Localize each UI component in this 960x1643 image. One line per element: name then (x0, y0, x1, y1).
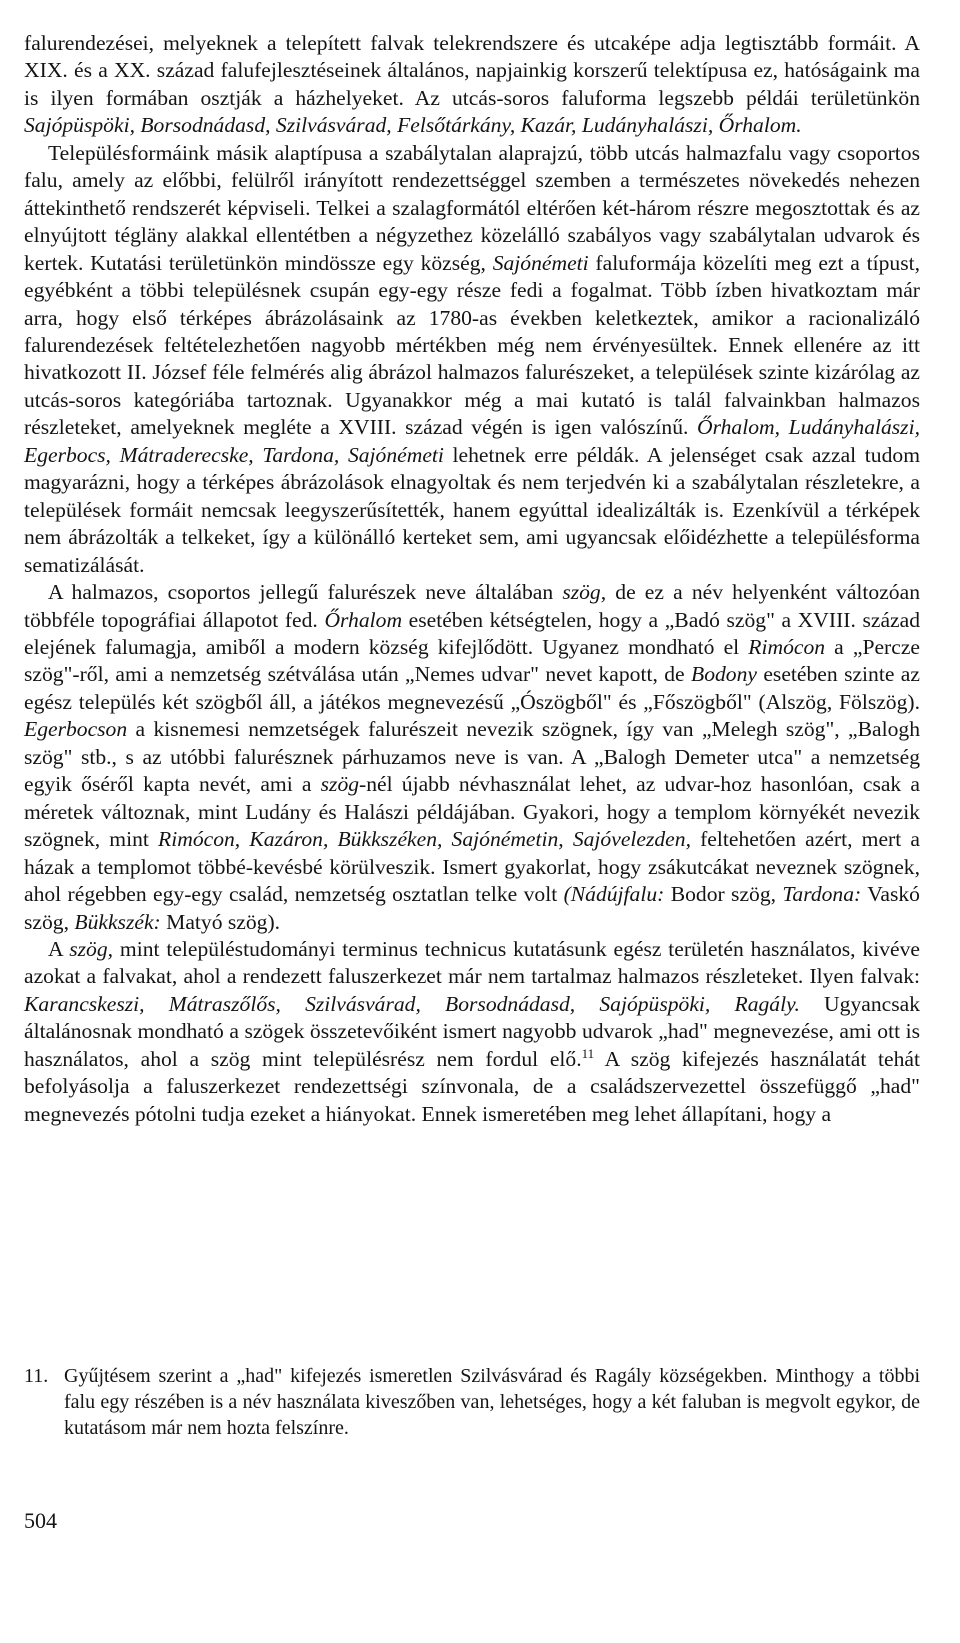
footnotes (24, 1363, 920, 1441)
italic-text: (Nádújfalu: (563, 882, 665, 907)
text-run: de ez a név helyenként változóan többféle topográfiai állapotot fed. (24, 580, 920, 632)
paragraph-1 (24, 30, 920, 140)
text-run: mint településtudományi terminus technicus kutatásunk egész területén használatos, kivéve azokat a falvakat, ahol a rendezett faluszerkezet már nem tartalmaz halmazos részleteket. Ilyen falvak: (24, 936, 920, 989)
paragraph-2 (24, 140, 920, 579)
text-run: Matyó szög). (160, 909, 281, 934)
text-run: falurendezései, melyeknek a telepített falvak telekrendszere és utcaképe adja legtisztább formáit. A XIX. és a XX. század falufejlesztéseinek általános, napjainkig korszerű telektípusa ez, hatóságaink ma is ilyen formában osztják a házhelyeket. Az utcás-soros faluforma legszebb példái területünkön (24, 31, 920, 110)
text-run: Településformáink másik alaptípusa a szabálytalan alaprajzú, több utcás halmazfalu vagy csoportos falu, amely az előbbi, felülről irányított rendezettséggel szemben a természetes növekedés nehezen áttekinthető rendszerét képviseli. Telkei a szalagformától eltérően két-három részre megosztottak és az elnyújtott tégläny alakkal ellentétben a négyzethez közelálló szabályos vagy szabálytalan udvarok és kertek. Kutatási területünkön mindössze egy község, (24, 140, 920, 275)
italic-text: Őrhalom, Ludányhalászi, Egerbocs, Mátraderecske, Tardona, Sajónémeti (24, 415, 920, 467)
text-run: Vaskó szög, (24, 882, 920, 934)
text-run: feltehetően azért, mert a házak a templomot többé-kevésbé körülveszik. Ismert gyakorlat, hogy zsákutcákat neveznek szögnek, ahol régebben egy-egy család, nemzetség osztatlan telke volt (24, 827, 920, 907)
text-run: esetében szinte az egész település két szögből áll, a játékos megnevezésű „Ószögből" és „Főszögből" (Alszög, Fölszög). (24, 662, 920, 714)
italic-text: Karancskeszi, Mátraszőlős, Szilvásvárad, Borsodnádasd, Sajópüspöki, Ragály. (24, 991, 800, 1016)
footnote-number: 11. (24, 1365, 49, 1387)
italic-text: Sajópüspöki, Borsodnádasd, Szilvásvárad, Felsőtárkány, Kazár, Ludányhalászi, Őrhalom. (24, 113, 802, 138)
italic-text: Sajónémeti (492, 250, 589, 275)
text-run: a kisnemesi nemzetségek falurészeit nevezik szögnek, így van „Melegh szög", „Balogh szög" stb., s az utóbbi falurésznek párhuzamos neve is van. A „Balogh Demeter utca" a nemzetség egyik őséről kapta nevét, ami a (24, 717, 920, 797)
text-run: faluformája közelíti meg ezt a típust, egyébként a többi településnek csupán egy-egy része fedi a fogalmat. Több ízben hivatkoztam már arra, hogy első térképes ábrázolásaink az 1780-as években keletkeztek, amikor a racionalizáló falurendezések feltételezhetően nagyobb mértékben még nem érvényesültek. Ennek ellenére az itt hivatkozott II. József féle felmérés alig ábrázol halmazos falurészeket, a települések szinte kizárólag az utcás-soros kategóriába tartoznak. Ugyanakkor még a mai kutató is talál falvainkban halmazos részleteket, amelyeknek megléte a XVIII. század végén is igen valószínű. (24, 250, 920, 440)
document-page (24, 30, 920, 1128)
paragraph-3 (24, 579, 920, 936)
text-run: Ugyancsak általánosnak mondható a szögek összetevőiként ismert nagyobb udvarok „had" megnevezése, ami ott is használatos, ahol a szög mint településrész nem fordul elő. (24, 991, 920, 1071)
text-run: A (48, 936, 70, 961)
italic-text: Rimócon (748, 634, 826, 659)
italic-text: Bükkszék: (74, 909, 161, 934)
italic-text: szög (320, 772, 360, 797)
footnote-11 (24, 1363, 920, 1441)
italic-text: szög, (69, 936, 114, 961)
italic-text: szög, (562, 580, 607, 605)
text-run: Bodor szög, (664, 882, 783, 907)
paragraph-4 (24, 936, 920, 1128)
text-run: lehetnek erre példák. A jelenséget csak azzal tudom magyarázni, hogy a térképes ábrázolások elnagyoltak és nem terjedvén ki a szabálytalan részletekre, a települések formáit nemcsak leegyszerűsítették, hanem egyúttal idealizálták is. Ezenkívül a térképek nem ábrázolták a telkeket, így a különálló kerteket sem, ami ugyancsak előidézhette a településforma sematizálását. (24, 442, 920, 577)
body-text (24, 30, 920, 1128)
text-run: esetében kétségtelen, hogy a „Badó szög" a XVIII. század elejének falumagja, amiből a modern község kifejlődött. Ugyanez mondható el (24, 607, 920, 659)
text-run: a „Percze szög"-ről, ami a nemzetség szétválása után „Nemes udvar" nevet kapott, de (24, 634, 920, 687)
text-run: -nél újabb névhasználat lehet, az udvar-hoz hasonlóan, csak a méretek változnak, mint Ludány és Halászi példájában. Gyakori, hogy a templom környékét nevezik szögnek, mint (24, 772, 920, 852)
italic-text: Rimócon, Kazáron, Bükkszéken, Sajónémetin, Sajóvelezden, (158, 827, 691, 852)
footnote-ref: 11 (581, 1045, 595, 1061)
text-run: A halmazos, csoportos jellegű falurészek neve általában (48, 580, 563, 605)
italic-text: Őrhalom (324, 607, 403, 632)
italic-text: Bodony (691, 662, 757, 687)
italic-text: Tardona: (782, 882, 862, 907)
page-number: 504 (24, 1508, 57, 1533)
italic-text: Egerbocson (24, 717, 128, 742)
footnote-text: Gyűjtésem szerint a „had" kifejezés ismeretlen Szilvásvárad és Ragály községekben. Minthogy a többi falu egy részében is a név használata kiveszőben van, lehetséges, hogy a két faluban is megvolt egykor, de kutatásom már nem hozta felszínre. (64, 1365, 920, 1439)
text-run: A szög kifejezés használatát tehát befolyásolja a faluszerkezet rendezettségi színvonala, de a családszervezettel összefüggő „had" megnevezés pótolni tudja ezeket a hiányokat. Ennek ismeretében meg lehet állapítani, hogy a (24, 1046, 920, 1126)
